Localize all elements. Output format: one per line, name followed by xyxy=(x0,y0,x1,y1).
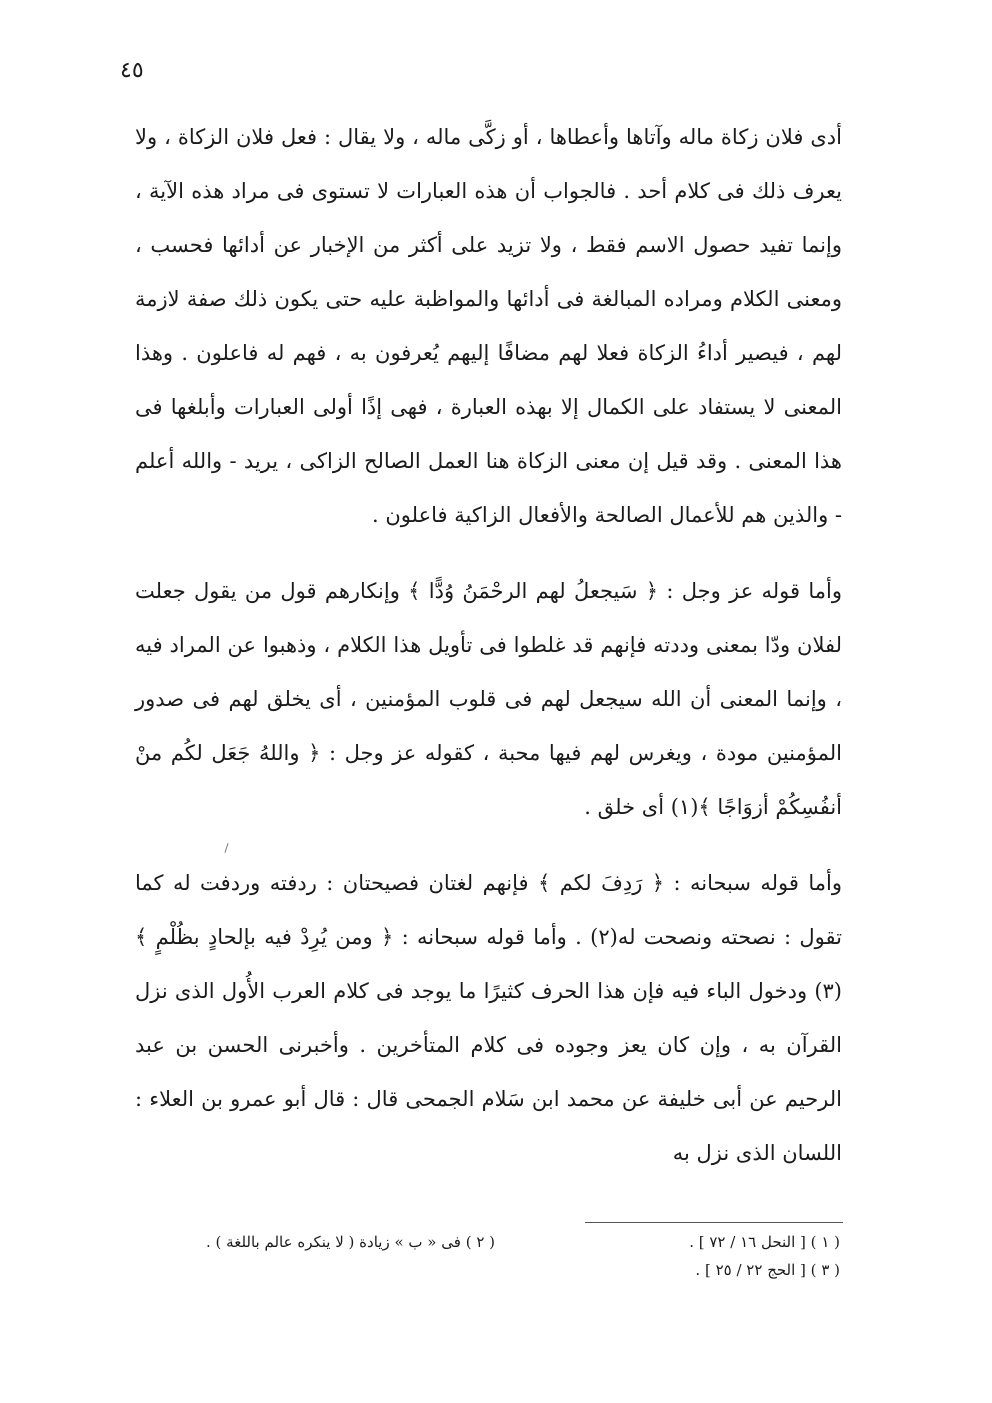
footnote-divider xyxy=(585,1222,843,1223)
body-text xyxy=(135,110,842,1180)
paragraph-wudd: وأما قوله عز وجل : ﴿ سَيجعلُ لهم الرحْمَنُ وُدًّا ﴾ وإنكارهم قول من يقول جعلت لفلان ودّا بمعنى وددته فإنهم قد غلطوا فى تأويل هذا الكلام ، وذهبوا عن المراد فيه ، وإنما المعنى أن الله سيجعل لهم فى قلوب المؤمنين ، أى يخلق لهم فى صدور المؤمنين مودة ، ويغرس لهم فيها محبة ، كقوله عز وجل : ﴿ واللهُ جَعَل لكُم منْ أنفُسِكُمْ أزوَاجًا ﴾(١) أى خلق . xyxy=(135,579,842,819)
footnotes-left-column xyxy=(135,1228,495,1256)
page-number: ٤٥ xyxy=(120,58,144,83)
footnote-1: ( ١ ) [ النحل ١٦ / ٧٢ ] . xyxy=(689,1233,840,1251)
footnotes-right-column xyxy=(580,1228,840,1284)
footnotes xyxy=(140,1228,840,1298)
paragraph-zakat: أدى فلان زكاة ماله وآتاها وأعطاها ، أو زكَّى ماله ، ولا يقال : فعل فلان الزكاة ، ولا يعرف ذلك فى كلام أحد . فالجواب أن هذه العبارات لا تستوى فى مراد هذه الآية ، وإنما تفيد حصول الاسم فقط ، ولا تزيد على أكثر من الإخبار عن أدائها فحسب ، ومعنى الكلام ومراده المبالغة فى أدائها والمواظبة عليه حتى يكون ذلك صفة لازمة لهم ، فيصير أداءُ الزكاة فعلا لهم مضافًا إليهم يُعرفون به ، فهم له فاعلون . وهذا المعنى لا يستفاد على الكمال إلا بهذه العبارة ، فهى إذًا أولى العبارات وأبلغها فى هذا المعنى . وقد قيل إن معنى الزكاة هنا العمل الصالح الزاكى ، يريد - والله أعلم - والذين هم للأعمال الصالحة والأفعال الزاكية فاعلون . xyxy=(135,125,842,527)
footnote-3: ( ٣ ) [ الحج ٢٢ / ٢٥ ] . xyxy=(695,1261,840,1279)
footnote-2: ( ٢ ) فى « ب » زيادة ( لا ينكره عالم باللغة ) . xyxy=(206,1233,495,1251)
paragraph-radif: وأما قوله سبحانه : ﴿ رَدِفَ لكم ﴾ فإنهم لغتان فصيحتان : ردفته وردفت له كما تقول : نصحته ونصحت له(٢) . وأما قوله سبحانه : ﴿ ومن يُرِدْ فيه بإلحادٍ بظُلْمٍ ﴾(٣) ودخول الباء فيه فإن هذا الحرف كثيرًا ما يوجد فى كلام العرب الأُول الذى نزل القرآن به ، وإن كان يعز وجوده فى كلام المتأخرين . وأخبرنى الحسن بن عبد الرحيم عن أبى خليفة عن محمد ابن سَلام الجمحى قال : قال أبو عمرو بن العلاء : اللسان الذى نزل به xyxy=(135,871,842,1165)
